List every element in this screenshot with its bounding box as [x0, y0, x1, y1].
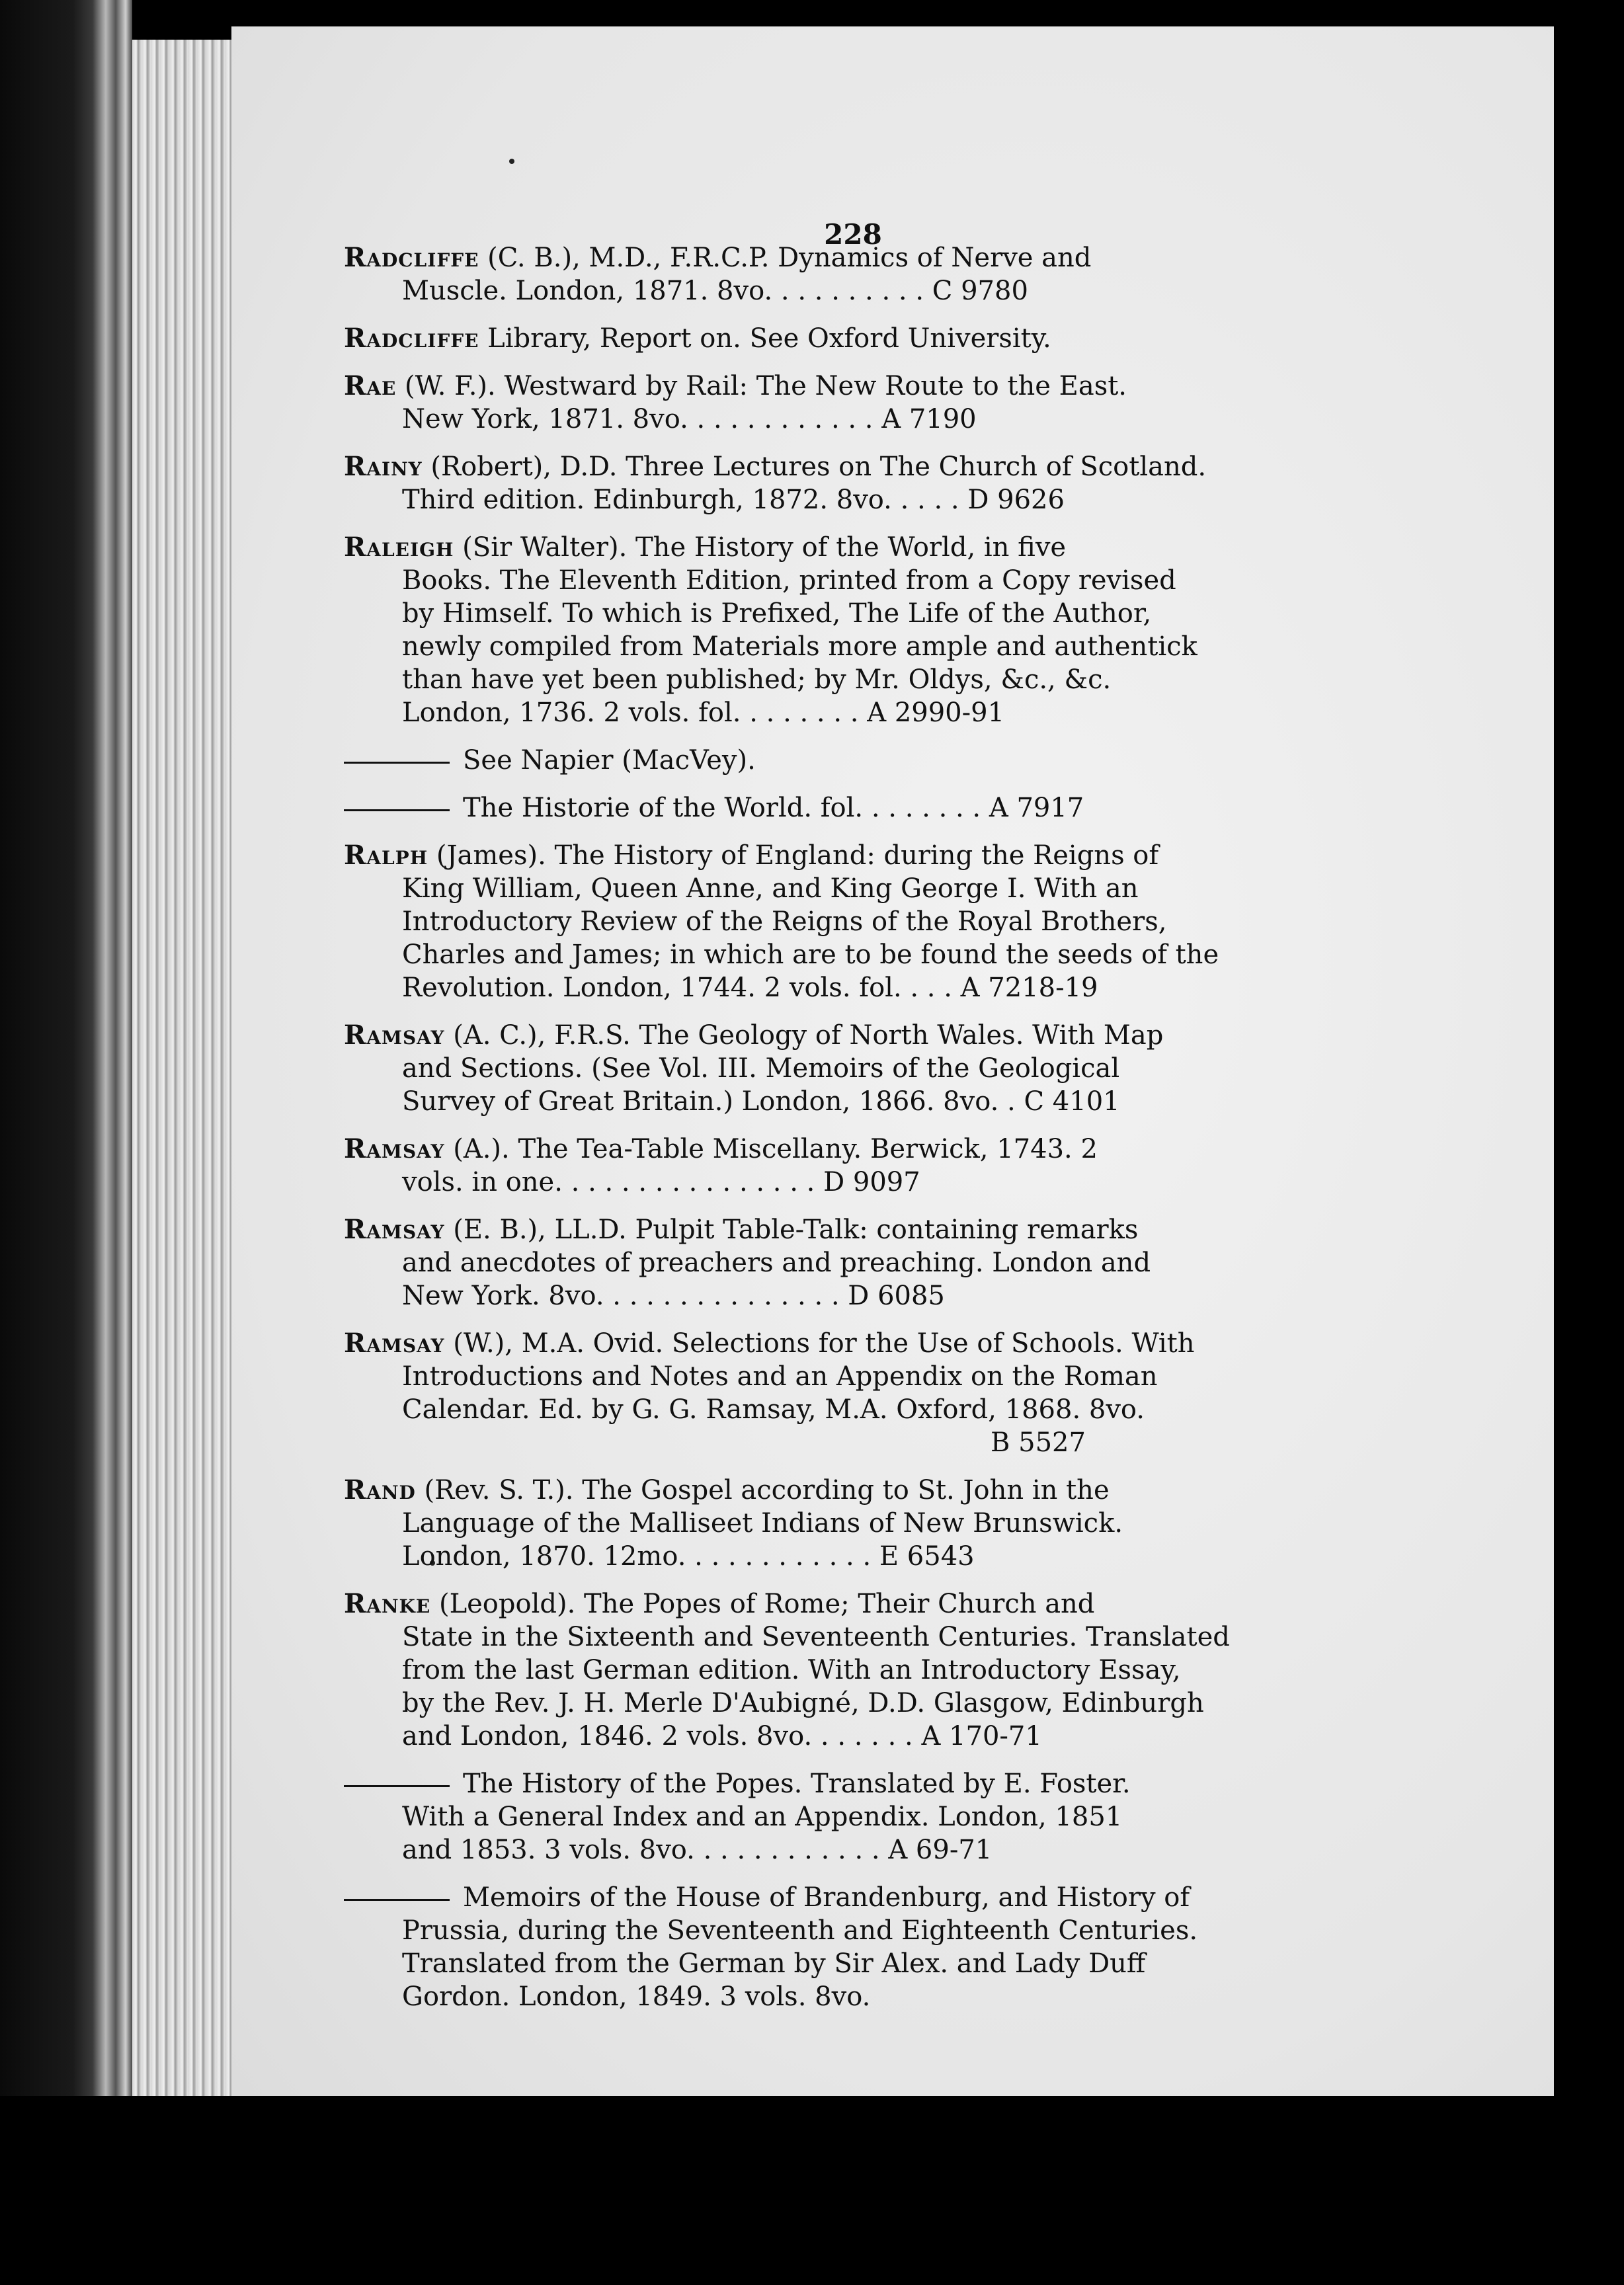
entry-text: New York, 1871. 8vo. . . . . . . . . . . . A 7190 — [402, 404, 977, 434]
entry-line — [344, 1720, 1468, 1753]
entry-text: Muscle. London, 1871. 8vo. . . . . . . . . . C 9780 — [402, 276, 1028, 306]
entry-line — [344, 1947, 1468, 1980]
entry-text: (W.), M.A. Ovid. Selections for the Use of Schools. With — [444, 1328, 1195, 1359]
entry-line — [344, 839, 1468, 872]
entry-line — [344, 696, 1468, 729]
ditto-dash — [344, 1899, 450, 1901]
entry-text: (E. B.), LL.D. Pulpit Table-Talk: containing remarks — [444, 1215, 1139, 1245]
book-spine — [0, 0, 132, 2285]
entry-text: Books. The Eleventh Edition, printed from a Copy revised — [402, 565, 1176, 596]
entry-line — [344, 1166, 1468, 1199]
entry-line — [344, 1474, 1468, 1507]
ditto-dash — [344, 1785, 450, 1787]
catalog-entry — [344, 531, 1468, 729]
entry-text: and Sections. (See Vol. III. Memoirs of the Geological — [402, 1053, 1120, 1084]
entry-line — [344, 1540, 1468, 1573]
catalog-entry — [344, 1019, 1468, 1118]
entry-text: and anecdotes of preachers and preaching. London and — [402, 1248, 1151, 1278]
entry-heading: Rainy — [344, 451, 423, 482]
entry-line — [344, 744, 1468, 777]
right-margin-shadow — [1584, 0, 1624, 2285]
entry-text: London, 1870. 12mo. . . . . . . . . . . . E 6543 — [402, 1541, 975, 1572]
entry-line — [344, 1767, 1468, 1800]
entry-text: by Himself. To which is Prefixed, The Life of the Author, — [402, 598, 1152, 629]
entry-line — [344, 403, 1468, 436]
entry-line — [344, 1654, 1468, 1687]
entry-line — [344, 1833, 1468, 1866]
entry-line — [344, 1587, 1468, 1621]
page-number: 228 — [824, 218, 882, 251]
entry-text: and London, 1846. 2 vols. 8vo. . . . . . . A 170-71 — [402, 1721, 1042, 1751]
entry-line — [344, 1052, 1468, 1085]
entry-line — [344, 483, 1468, 516]
entry-line — [344, 241, 1468, 274]
ink-speck — [509, 159, 514, 164]
entry-text: Library, Report on. See Oxford University. — [479, 323, 1051, 354]
entry-heading: Ranke — [344, 1588, 431, 1619]
entry-text: (Rev. S. T.). The Gospel according to St. John in the — [415, 1475, 1110, 1505]
entry-line — [344, 564, 1468, 597]
entry-line — [344, 1360, 1468, 1393]
entry-heading: Raleigh — [344, 532, 454, 563]
entry-line — [344, 1980, 1468, 2013]
entry-text: (James). The History of England: during the Reigns of — [428, 840, 1159, 871]
entry-line — [344, 370, 1468, 403]
entry-line — [344, 872, 1468, 905]
entry-text: (W. F.). Westward by Rail: The New Route to the East. — [396, 371, 1127, 401]
entry-heading: Radcliffe — [344, 323, 479, 354]
entry-line — [344, 938, 1468, 971]
entry-line — [344, 597, 1468, 630]
entry-text: Revolution. London, 1744. 2 vols. fol. . . . A 7218-19 — [402, 973, 1098, 1003]
entry-line — [344, 791, 1468, 824]
catalog-entry — [344, 839, 1468, 1004]
entry-heading: Rae — [344, 370, 397, 401]
entry-text: London, 1736. 2 vols. fol. . . . . . . . A 2990-91 — [402, 698, 1005, 728]
catalog-entry — [344, 322, 1468, 355]
entry-text: (Leopold). The Popes of Rome; Their Church and — [430, 1589, 1095, 1619]
entry-line — [344, 1085, 1468, 1118]
catalog-entries — [344, 241, 1468, 2028]
catalog-entry — [344, 744, 1468, 777]
entry-line — [344, 1213, 1468, 1246]
entry-heading: Ramsay — [344, 1328, 445, 1359]
entry-line — [344, 905, 1468, 938]
catalog-entry — [344, 1881, 1468, 2013]
entry-text: Language of the Malliseet Indians of New Brunswick. — [402, 1508, 1123, 1539]
entry-text: State in the Sixteenth and Seventeenth Centuries. Translated — [402, 1622, 1230, 1652]
catalog-entry — [344, 370, 1468, 436]
entry-text: Survey of Great Britain.) London, 1866. 8vo. . C 4101 — [402, 1086, 1120, 1117]
catalog-entry — [344, 791, 1468, 824]
entry-text: and 1853. 3 vols. 8vo. . . . . . . . . . . . A 69-71 — [402, 1835, 993, 1865]
entry-line — [344, 663, 1468, 696]
entry-text: (A.). The Tea-Table Miscellany. Berwick, 1743. 2 — [444, 1134, 1098, 1164]
entry-line — [344, 971, 1468, 1004]
entry-text: B 5527 — [402, 1427, 1086, 1458]
entry-heading: Rand — [344, 1474, 416, 1505]
entry-line — [344, 450, 1468, 483]
entry-line — [344, 274, 1468, 307]
catalog-entry — [344, 241, 1468, 307]
entry-line — [344, 1687, 1468, 1720]
entry-line — [344, 1133, 1468, 1166]
entry-text: (Robert), D.D. Three Lectures on The Church of Scotland. — [422, 452, 1207, 482]
entry-text: The Historie of the World. fol. . . . . . . . A 7917 — [463, 793, 1084, 823]
page-edges — [132, 40, 231, 2103]
entry-line — [344, 1393, 1468, 1426]
entry-text: Calendar. Ed. by G. G. Ramsay, M.A. Oxford, 1868. 8vo. — [402, 1394, 1145, 1425]
catalog-entry — [344, 1767, 1468, 1866]
catalog-entry — [344, 1327, 1468, 1459]
entry-text: Prussia, during the Seventeenth and Eighteenth Centuries. — [402, 1915, 1198, 1946]
entry-text: With a General Index and an Appendix. London, 1851 — [402, 1802, 1123, 1832]
entry-text: (C. B.), M.D., F.R.C.P. Dynamics of Nerve and — [479, 243, 1092, 273]
entry-text: by the Rev. J. H. Merle D'Aubigné, D.D. Glasgow, Edinburgh — [402, 1688, 1204, 1718]
entry-line — [344, 531, 1468, 564]
entry-line — [344, 1019, 1468, 1052]
entry-line — [344, 1246, 1468, 1279]
entry-line — [344, 1507, 1468, 1540]
entry-text: Gordon. London, 1849. 3 vols. 8vo. — [402, 1982, 871, 2012]
entry-text: vols. in one. . . . . . . . . . . . . . . . D 9097 — [402, 1167, 920, 1197]
entry-text: Charles and James; in which are to be found the seeds of the — [402, 940, 1219, 970]
entry-text: (A. C.), F.R.S. The Geology of North Wales. With Map — [444, 1020, 1164, 1051]
entry-text: Translated from the German by Sir Alex. and Lady Duff — [402, 1948, 1146, 1979]
entry-heading: Radcliffe — [344, 242, 479, 273]
entry-text: Memoirs of the House of Brandenburg, and History of — [463, 1882, 1190, 1913]
catalog-entry — [344, 450, 1468, 516]
entry-line — [344, 1279, 1468, 1312]
entry-text: newly compiled from Materials more ample and authentick — [402, 631, 1198, 662]
entry-text: New York. 8vo. . . . . . . . . . . . . . . D 6085 — [402, 1281, 945, 1311]
ditto-dash — [344, 762, 450, 764]
catalog-entry — [344, 1587, 1468, 1753]
entry-heading: Ralph — [344, 840, 428, 871]
entry-line — [344, 1800, 1468, 1833]
entry-text: Introductory Review of the Reigns of the Royal Brothers, — [402, 906, 1167, 937]
entry-line — [344, 630, 1468, 663]
entry-line — [344, 1881, 1468, 1914]
entry-heading: Ramsay — [344, 1214, 445, 1245]
entry-line — [344, 322, 1468, 355]
bottom-shadow — [0, 2096, 1624, 2285]
catalog-entry — [344, 1213, 1468, 1312]
ditto-dash — [344, 809, 450, 811]
catalog-entry — [344, 1133, 1468, 1199]
entry-text: Third edition. Edinburgh, 1872. 8vo. . . . . D 9626 — [402, 485, 1065, 515]
entry-text: (Sir Walter). The History of the World, in five — [454, 532, 1067, 563]
entry-heading: Ramsay — [344, 1133, 445, 1164]
entry-heading: Ramsay — [344, 1020, 445, 1051]
entry-line — [344, 1327, 1468, 1360]
entry-line — [344, 1426, 1468, 1459]
entry-text: Introductions and Notes and an Appendix on the Roman — [402, 1361, 1158, 1392]
catalog-entry — [344, 1474, 1468, 1573]
entry-line — [344, 1621, 1468, 1654]
entry-line — [344, 1914, 1468, 1947]
entry-text: from the last German edition. With an Introductory Essay, — [402, 1655, 1181, 1685]
entry-text: King William, Queen Anne, and King George I. With an — [402, 873, 1139, 904]
entry-text: See Napier (MacVey). — [463, 745, 756, 776]
entry-text: than have yet been published; by Mr. Oldys, &c., &c. — [402, 664, 1112, 695]
entry-text: The History of the Popes. Translated by E. Foster. — [463, 1769, 1131, 1799]
